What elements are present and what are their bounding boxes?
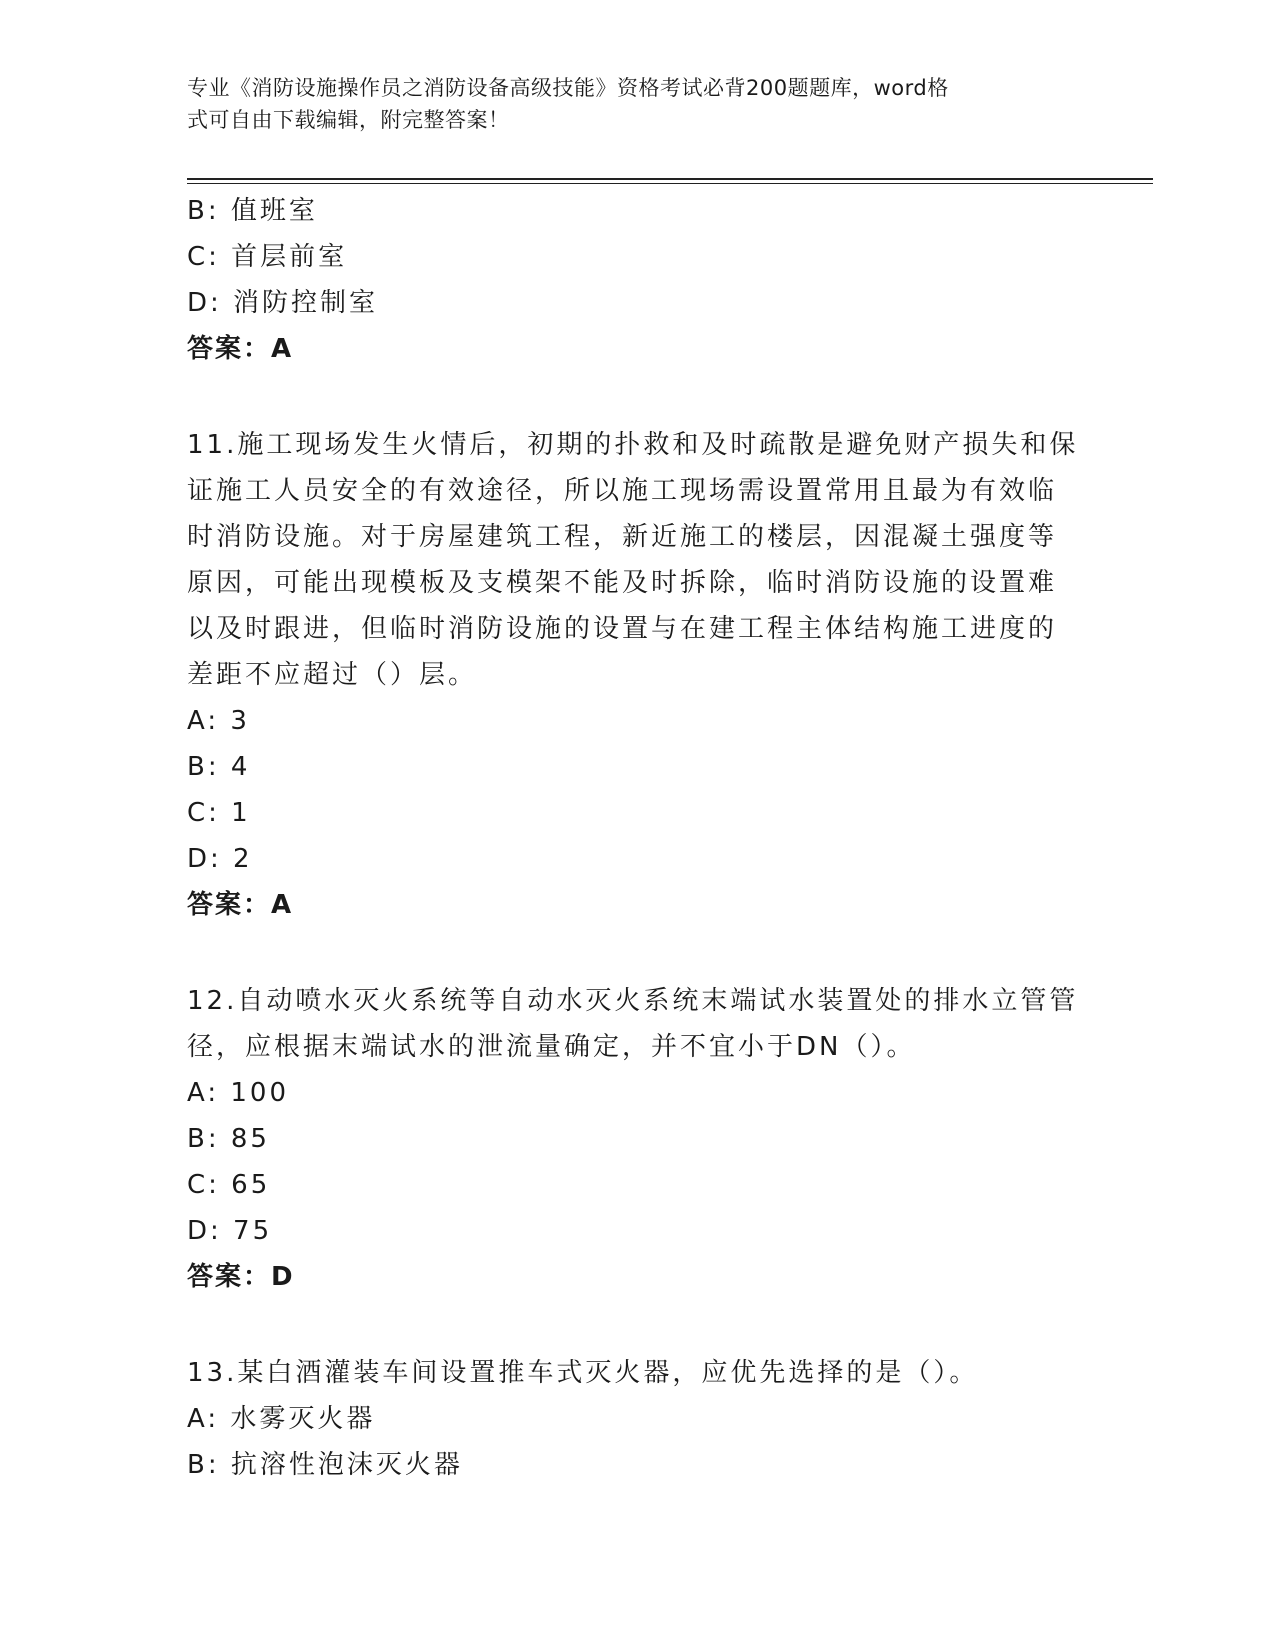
header-line-1: 专业《消防设施操作员之消防设备高级技能》资格考试必背200题题库，word格 xyxy=(187,76,949,100)
question-line: 原因，可能出现模板及支模架不能及时拆除，临时消防设施的设置难 xyxy=(187,568,1058,598)
option-b: B: 85 xyxy=(187,1124,270,1154)
question-line: 时消防设施。对于房屋建筑工程，新近施工的楼层，因混凝土强度等 xyxy=(187,522,1058,552)
question-line: 以及时跟进，但临时消防设施的设置与在建工程主体结构施工进度的 xyxy=(187,614,1058,644)
question-11 xyxy=(187,422,1087,928)
option-c: C: 1 xyxy=(187,798,251,828)
option-d: D: 75 xyxy=(187,1216,273,1246)
option-a: A: 3 xyxy=(187,706,250,736)
option-b: B: 抗溶性泡沫灭火器 xyxy=(187,1450,463,1480)
header-line-2: 式可自由下载编辑，附完整答案！ xyxy=(187,108,510,132)
question-line: 12.自动喷水灭火系统等自动水灭火系统末端试水装置处的排水立管管 xyxy=(187,986,1079,1016)
question-line: 11.施工现场发生火情后，初期的扑救和及时疏散是避免财产损失和保 xyxy=(187,430,1079,460)
header-rule-thin xyxy=(187,183,1153,184)
answer: 答案：D xyxy=(187,1262,295,1292)
option-d: D: 2 xyxy=(187,844,253,874)
option-b: B: 值班室 xyxy=(187,196,318,226)
option-c: C: 65 xyxy=(187,1170,271,1200)
question-12 xyxy=(187,978,1087,1300)
question-10-tail xyxy=(187,188,1087,372)
answer: 答案：A xyxy=(187,890,294,920)
option-d: D: 消防控制室 xyxy=(187,288,379,318)
question-text xyxy=(187,422,1087,698)
question-13 xyxy=(187,1350,1087,1488)
question-line: 13.某白酒灌装车间设置推车式灭火器，应优先选择的是（）。 xyxy=(187,1358,979,1388)
question-line: 差距不应超过（）层。 xyxy=(187,660,478,690)
header-rule-thick xyxy=(187,178,1153,180)
option-a: A: 水雾灭火器 xyxy=(187,1404,376,1434)
answer: 答案：A xyxy=(187,334,294,364)
question-line: 径，应根据末端试水的泄流量确定，并不宜小于DN（）。 xyxy=(187,1032,916,1062)
document-page xyxy=(187,0,1147,1650)
document-content xyxy=(187,188,1087,1488)
question-line: 证施工人员安全的有效途径，所以施工现场需设置常用且最为有效临 xyxy=(187,476,1058,506)
option-b: B: 4 xyxy=(187,752,251,782)
document-header xyxy=(187,72,1067,136)
question-text xyxy=(187,978,1087,1070)
option-a: A: 100 xyxy=(187,1078,289,1108)
question-text xyxy=(187,1350,1087,1396)
option-c: C: 首层前室 xyxy=(187,242,348,272)
